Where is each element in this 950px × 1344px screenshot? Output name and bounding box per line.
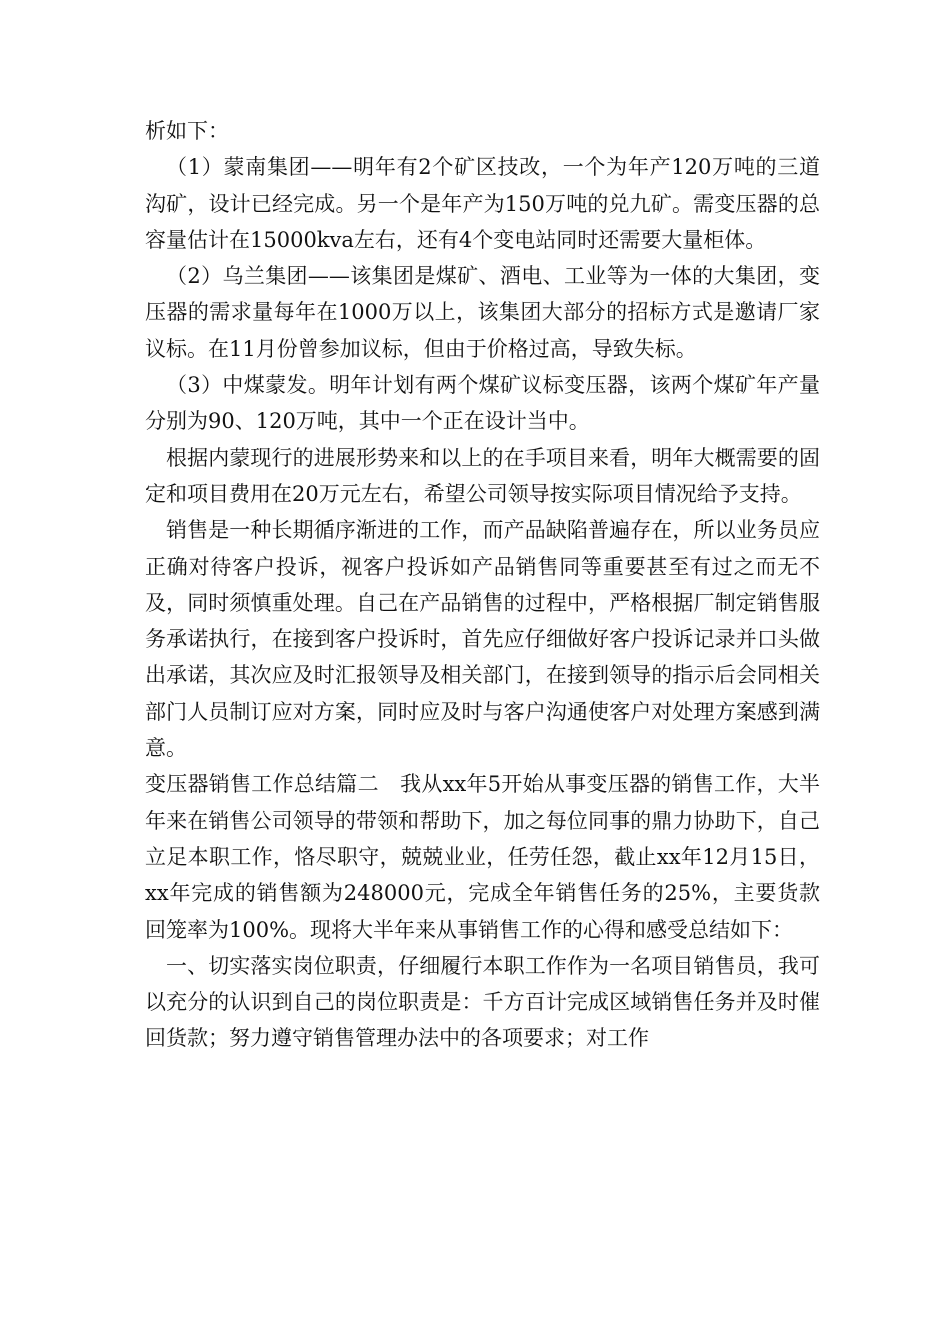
paragraph-zhongmei-mengfa: （3）中煤蒙发。明年计划有两个煤矿议标变压器，该两个煤矿年产量分别为90、120万吨，其中一个正在设计当中。 [145, 373, 820, 434]
paragraph-funding-request: 根据内蒙现行的进展形势来和以上的在手项目来看，明年大概需要的固定和项目费用在20万元左右，希望公司领导按实际项目情况给予支持。 [145, 445, 820, 506]
document-body [145, 113, 820, 1057]
paragraph-continuation: 析如下： [145, 119, 229, 143]
paragraph-mengnan-group: （1）蒙南集团——明年有2个矿区技改，一个为年产120万吨的三道沟矿，设计已经完成。另一个是年产为150万吨的兑九矿。需变压器的总容量估计在15000kva左右，还有4个变电站同时还需要大量柜体。 [145, 155, 820, 252]
paragraph-customer-complaints: 销售是一种长期循序渐进的工作，而产品缺陷普遍存在，所以业务员应正确对待客户投诉，视客户投诉如产品销售同等重要甚至有过之而无不及，同时须慎重处理。自己在产品销售的过程中，严格根据厂制定销售服务承诺执行，在接到客户投诉时，首先应仔细做好客户投诉记录并口头做出承诺，其次应及时汇报领导及相关部门，在接到领导的指示后会同相关部门人员制订应对方案，同时应及时与客户沟通使客户对处理方案感到满意。 [145, 518, 820, 761]
paragraph-section-one: 一、切实落实岗位职责，仔细履行本职工作作为一名项目销售员，我可以充分的认识到自己的岗位职责是：千方百计完成区域销售任务并及时催回货款；努力遵守销售管理办法中的各项要求；对工作 [145, 953, 820, 1051]
paragraph-wulan-group: （2）乌兰集团——该集团是煤矿、酒电、工业等为一体的大集团，变压器的需求量每年在1000万以上，该集团大部分的招标方式是邀请厂家议标。在11月份曾参加议标，但由于价格过高，导致失标。 [145, 264, 820, 361]
paragraph-summary-part-two: 变压器销售工作总结篇二 我从xx年5开始从事变压器的销售工作，大半年来在销售公司领导的带领和帮助下，加之每位同事的鼎力协助下，自己立足本职工作，恪尽职守，兢兢业业，任劳任怨，截止xx年12月15日，xx年完成的销售额为248000元，完成全年销售任务的25%，主要货款回笼率为100%。现将大半年来从事销售工作的心得和感受总结如下： [145, 772, 820, 942]
